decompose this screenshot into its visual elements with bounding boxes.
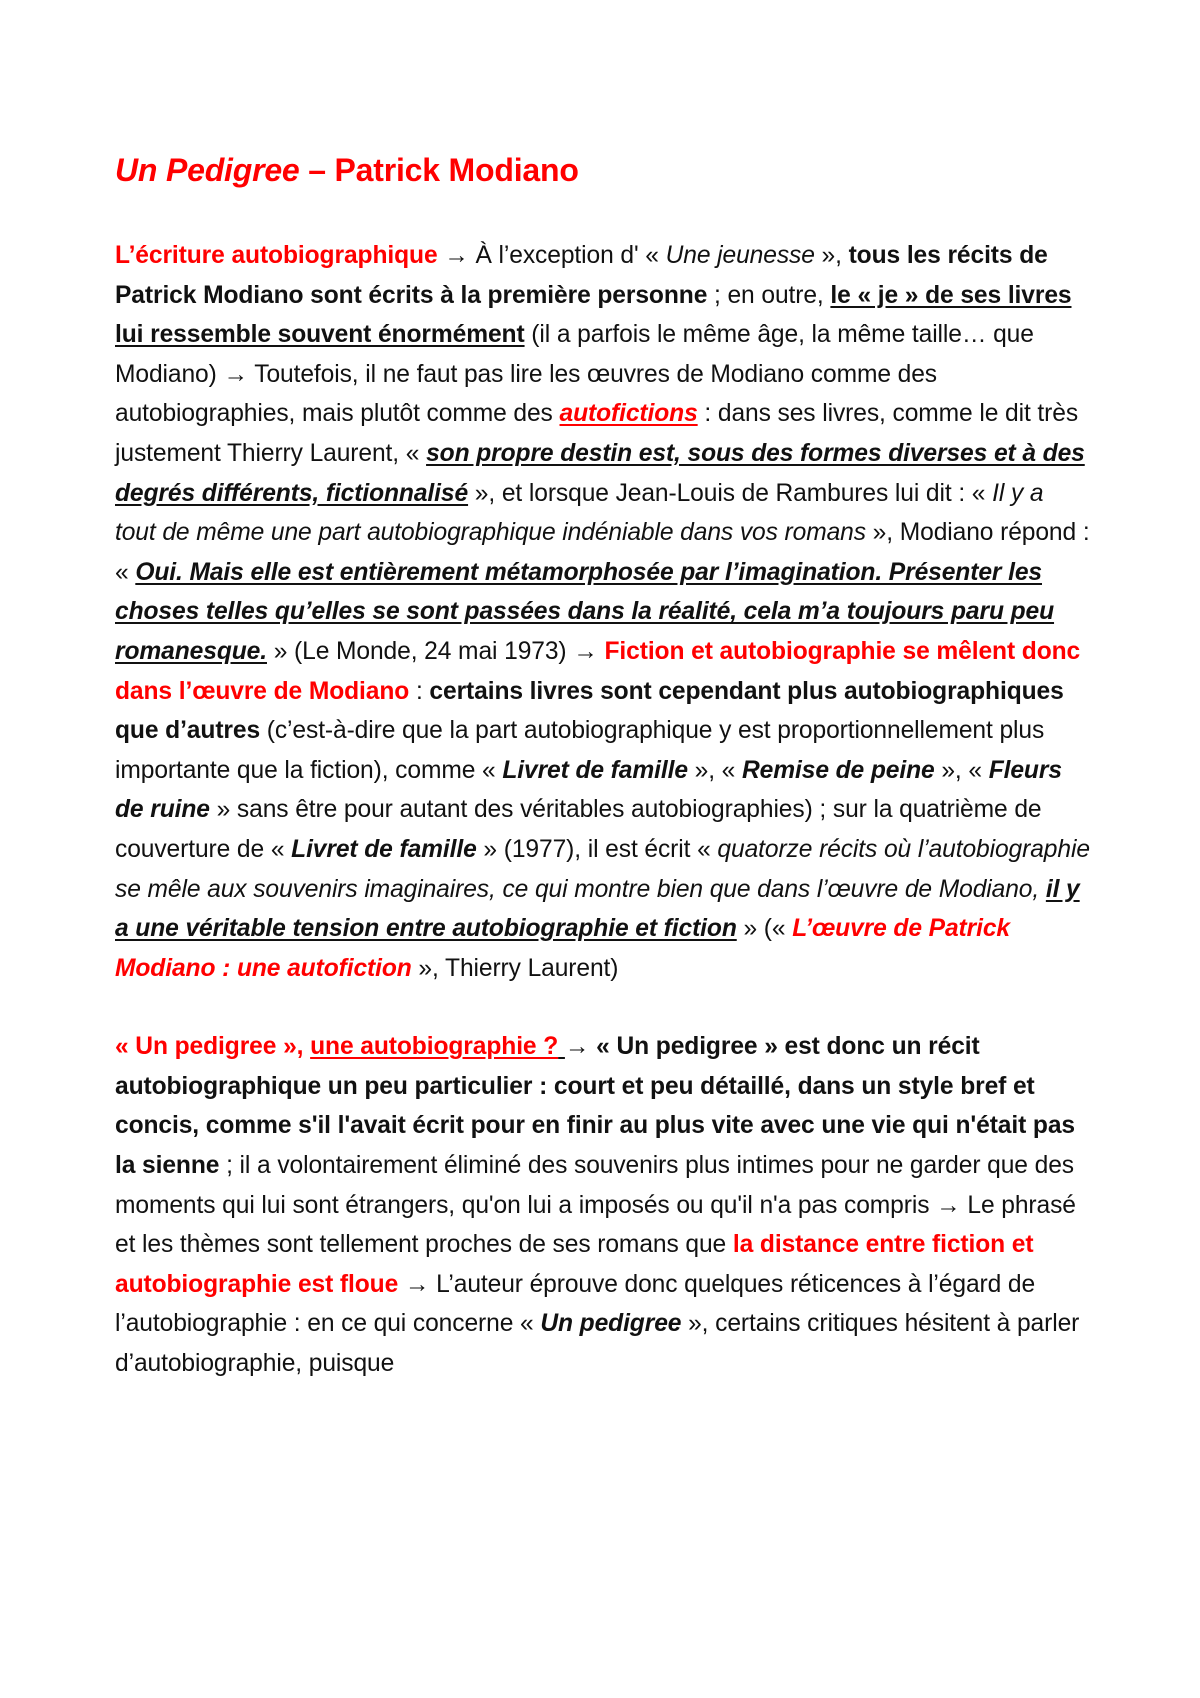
paragraph-autobiographical-writing: L’écriture autobiographique → À l’exception d' « Une jeunesse », tous les récits de Patrick Modiano sont écrits à la première personne ; en outre, le « je » de ses livres lui ressemble souvent énormément (il a parfois le même âge, la même taille… que Modiano) → Toutefois, il ne faut pas lire les œuvres de Modiano comme des autobiographies, mais plutôt comme des autofictions : dans ses livres, comme le dit très justement Thierry Laurent, « son propre destin est, sous des formes diverses et à des degrés différents, fictionnalisé », et lorsque Jean-Louis de Rambures lui dit : « Il y a tout de même une part autobiographique indéniable dans vos romans », Modiano répond : « Oui. Mais elle est entièrement métamorphosée par l’imagination. Présenter les choses telles qu’elles se sont passées dans la réalité, cela m’a toujours paru peu romanesque. » (Le Monde, 24 mai 1973) → Fiction et autobiographie se mêlent donc dans l’œuvre de Modiano : certains livres sont cependant plus autobiographiques que d’autres (c’est-à-dire que la part autobiographique y est proportionnellement plus importante que la fiction), comme « Livret de famille », « Remise de peine », « Fleurs de ruine » sans être pour autant des véritables autobiographies) ; sur la quatrième de couverture de « Livret de famille » (1977), il est écrit « quatorze récits où l’autobiographie se mêle aux souvenirs imaginaires, ce qui montre bien que dans l’œuvre de Modiano, il y a une véritable tension entre autobiographie et fiction » (« L’œuvre de Patrick Modiano : une autofiction », Thierry Laurent) [115, 242, 1090, 982]
title-separator: – [299, 152, 335, 188]
quote-rambures: Il y a tout de même une part autobiographique indéniable dans vos romans [115, 479, 1044, 547]
title-author: Patrick Modiano [334, 152, 579, 188]
arrow-icon: → [223, 360, 248, 388]
work-title: Remise de peine [742, 756, 935, 784]
quote-back-cover-emphasis: il y a une véritable tension entre autobiographie et fiction [115, 875, 1080, 943]
work-title: Une jeunesse [665, 242, 815, 269]
work-title: Un pedigree [540, 1310, 682, 1338]
title-book: Un Pedigree [115, 152, 300, 188]
paragraph-heading-underlined: une autobiographie ? [310, 1033, 559, 1061]
quote-back-cover: quatorze récits où l’autobiographie se mêle aux souvenirs imaginaires, ce qui montre bien que dans l’œuvre de Modiano, [115, 835, 1090, 903]
key-idea: Fiction et autobiographie se mêlent donc dans l’œuvre de Modiano [115, 637, 1081, 705]
paragraph-heading: « Un pedigree », [115, 1033, 311, 1061]
arrow-icon: → [564, 1033, 590, 1061]
source-title: L’œuvre de Patrick Modiano : une autofiction [115, 915, 1010, 982]
key-idea: la distance entre fiction et autobiographie est floue [115, 1231, 1034, 1298]
work-title: Livret de famille [502, 756, 688, 784]
underlined-statement: le « je » de ses livres lui ressemble souvent énormément [115, 281, 1072, 349]
bold-statement: « Un pedigree » est donc un récit autobiographique un peu particulier : court et peu détaillé, dans un style bref et concis, comme s'il l'avait écrit pour en finir au plus vite avec une vie qui n'était pas la sienne [115, 1033, 1076, 1180]
keyword-autofictions: autofictions [559, 400, 698, 428]
work-title: Livret de famille [291, 835, 477, 863]
quote-modiano: Oui. Mais elle est entièrement métamorphosée par l’imagination. Présenter les choses telles qu’elles se sont passées dans la réalité, cela m’a toujours paru peu romanesque. [115, 558, 1055, 665]
bold-statement: tous les récits de Patrick Modiano sont écrits à la première personne [115, 242, 1048, 309]
document-title [115, 145, 1090, 195]
bold-statement: certains livres sont cependant plus autobiographiques que d’autres [115, 677, 1064, 745]
arrow-icon: → [444, 242, 469, 269]
work-title: Fleurs de ruine [115, 756, 1062, 824]
arrow-icon: → [573, 637, 598, 665]
paragraph-pedigree: « Un pedigree », une autobiographie ? → « Un pedigree » est donc un récit autobiographique un peu particulier : court et peu détaillé, dans un style bref et concis, comme s'il l'avait écrit pour en finir au plus vite avec une vie qui n'était pas la sienne ; il a volontairement éliminé des souvenirs plus intimes pour ne garder que des moments qui lui sont étrangers, qu'on lui a imposés ou qu'il n'a pas compris → Le phrasé et les thèmes sont tellement proches de ses romans que la distance entre fiction et autobiographie est floue → L’auteur éprouve donc quelques réticences à l’égard de l’autobiographie : en ce qui concerne « Un pedigree », certains critiques hésitent à parler d’autobiographie, puisque [115, 1033, 1080, 1378]
arrow-icon: → [936, 1191, 961, 1219]
arrow-icon: → [404, 1270, 430, 1298]
document-body [115, 145, 1090, 1384]
paragraph-heading: L’écriture autobiographique [115, 242, 438, 269]
quote-laurent: son propre destin est, sous des formes diverses et à des degrés différents, fictionnalisé [115, 439, 1085, 507]
